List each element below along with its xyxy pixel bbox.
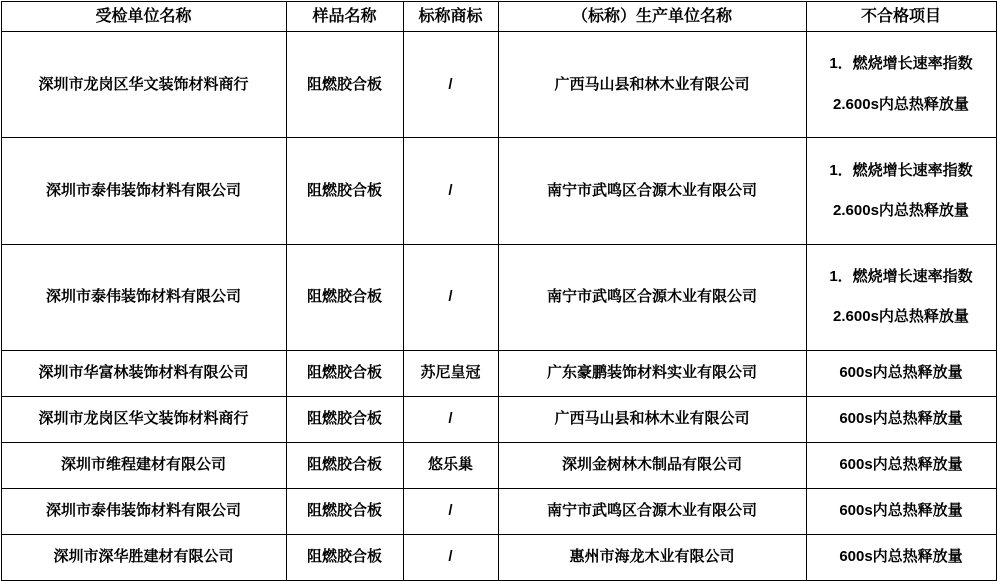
column-header-unit: 受检单位名称 <box>1 2 286 32</box>
cell-producer: 广东豪鹏装饰材料实业有限公司 <box>498 350 806 396</box>
cell-unit: 深圳市泰伟装饰材料有限公司 <box>1 244 286 350</box>
cell-unit: 深圳市维程建材有限公司 <box>1 442 286 488</box>
cell-failed-items: 600s内总热释放量 <box>806 396 996 442</box>
table-row <box>1 350 996 396</box>
failed-item-line: 1．燃烧增长速率指数 <box>829 267 973 285</box>
failed-item-line: 1．燃烧增长速率指数 <box>829 161 973 179</box>
cell-producer: 南宁市武鸣区合源木业有限公司 <box>498 488 806 534</box>
table-row <box>1 442 996 488</box>
cell-producer: 惠州市海龙木业有限公司 <box>498 534 806 580</box>
cell-unit: 深圳市泰伟装饰材料有限公司 <box>1 488 286 534</box>
cell-unit: 深圳市深华胜建材有限公司 <box>1 534 286 580</box>
cell-failed-items: 600s内总热释放量 <box>806 534 996 580</box>
failed-item-line: 2.600s内总热释放量 <box>833 202 969 219</box>
cell-sample: 阻燃胶合板 <box>286 534 403 580</box>
table-row <box>1 488 996 534</box>
cell-producer: 广西马山县和林木业有限公司 <box>498 32 806 138</box>
column-header-failed-items: 不合格项目 <box>806 2 996 32</box>
cell-sample: 阻燃胶合板 <box>286 442 403 488</box>
cell-trademark: / <box>403 534 498 580</box>
column-header-trademark: 标称商标 <box>403 2 498 32</box>
cell-failed-items: 600s内总热释放量 <box>806 488 996 534</box>
cell-trademark: / <box>403 138 498 244</box>
failed-item-line: 2.600s内总热释放量 <box>833 95 969 113</box>
cell-sample: 阻燃胶合板 <box>286 138 403 244</box>
cell-unit: 深圳市华富林装饰材料有限公司 <box>1 350 286 396</box>
table-row <box>1 396 996 442</box>
cell-trademark: 悠乐巢 <box>403 442 498 488</box>
cell-sample: 阻燃胶合板 <box>286 32 403 138</box>
cell-failed-items <box>806 32 996 138</box>
column-header-sample: 样品名称 <box>286 2 403 32</box>
cell-unit: 深圳市龙岗区华文装饰材料商行 <box>1 32 286 138</box>
cell-sample: 阻燃胶合板 <box>286 488 403 534</box>
cell-sample: 阻燃胶合板 <box>286 350 403 396</box>
table-body <box>1 32 996 581</box>
failed-item-line: 2.600s内总热释放量 <box>833 308 969 326</box>
cell-failed-items <box>806 138 996 244</box>
table-row <box>1 138 996 244</box>
cell-trademark: / <box>403 488 498 534</box>
table-header-row <box>1 2 996 32</box>
failed-item-line: 1．燃烧增长速率指数 <box>829 55 973 73</box>
cell-producer: 深圳金树林木制品有限公司 <box>498 442 806 488</box>
column-header-producer: （标称）生产单位名称 <box>498 2 806 32</box>
cell-producer: 南宁市武鸣区合源木业有限公司 <box>498 244 806 350</box>
cell-sample: 阻燃胶合板 <box>286 244 403 350</box>
cell-producer: 广西马山县和林木业有限公司 <box>498 396 806 442</box>
cell-sample: 阻燃胶合板 <box>286 396 403 442</box>
cell-trademark: / <box>403 396 498 442</box>
table-row <box>1 534 996 580</box>
inspection-results-table <box>1 1 997 581</box>
cell-producer: 南宁市武鸣区合源木业有限公司 <box>498 138 806 244</box>
cell-trademark: / <box>403 32 498 138</box>
cell-failed-items: 600s内总热释放量 <box>806 442 996 488</box>
table-row <box>1 244 996 350</box>
cell-unit: 深圳市龙岗区华文装饰材料商行 <box>1 396 286 442</box>
cell-failed-items <box>806 244 996 350</box>
cell-trademark: / <box>403 244 498 350</box>
cell-failed-items: 600s内总热释放量 <box>806 350 996 396</box>
table-row <box>1 32 996 138</box>
cell-trademark: 苏尼皇冠 <box>403 350 498 396</box>
cell-unit: 深圳市泰伟装饰材料有限公司 <box>1 138 286 244</box>
